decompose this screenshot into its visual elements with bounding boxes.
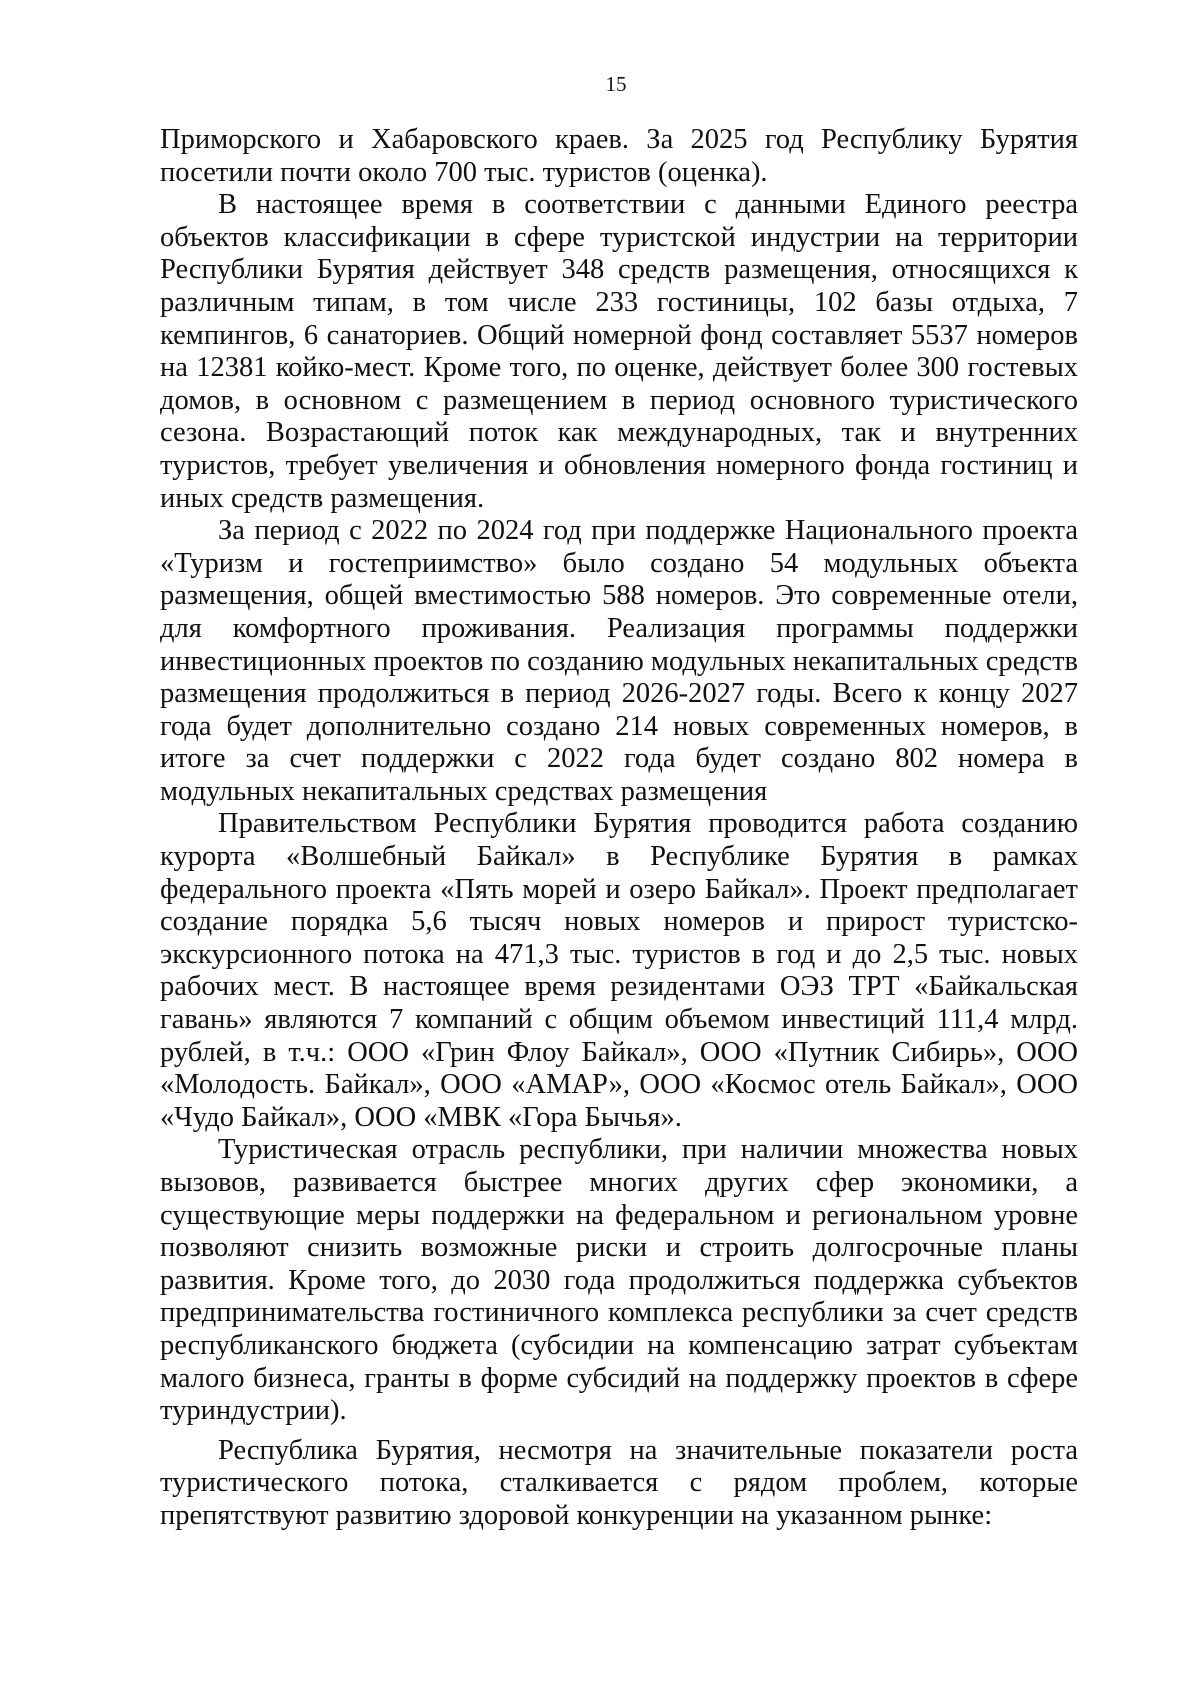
paragraph-accommodation-registry: В настоящее время в соответствии с данными Единого реестра объектов классификации в сфере туристской индустрии на территории Республики Бурятия действует 348 средств размещения, относящихся к различным типам, в том числе 233 гостиницы, 102 базы отдыха, 7 кемпингов, 6 санаториев. Общий номерной фонд составляет 5537 номеров на 12381 койко-мест. Кроме того, по оценке, действует более 300 гостевых домов, в основном с размещением в период основного туристического сезона. Возрастающий поток как международных, так и внутренних туристов, требует увеличения и обновления номерного фонда гостиниц и иных средств размещения.: [160, 189, 1078, 514]
paragraph-magic-baikal-resort: Правительством Республики Бурятия проводится работа созданию курорта «Волшебный Байкал» в Республике Бурятия в рамках федерального проекта «Пять морей и озеро Байкал». Проект предполагает создание порядка 5,6 тысяч новых номеров и прирост туристско-экскурсионного потока на 471,3 тыс. туристов в год и до 2,5 тыс. новых рабочих мест. В настоящее время резидентами ОЭЗ ТРТ «Байкальская гавань» являются 7 компаний с общим объемом инвестиций 111,4 млрд. рублей, в т.ч.: ООО «Грин Флоу Байкал», ООО «Путник Сибирь», ООО «Молодость. Байкал», ООО «АМАР», ООО «Космос отель Байкал», ООО «Чудо Байкал», ООО «МВК «Гора Бычья».: [160, 808, 1078, 1133]
paragraph-competition-problems: Республика Бурятия, несмотря на значительные показатели роста туристического потока, сталкивается с рядом проблем, которые препятствуют развитию здоровой конкуренции на указанном рынке:: [160, 1434, 1078, 1531]
document-body: [160, 124, 1078, 1533]
page-number: 15: [605, 72, 627, 96]
paragraph-continuation: Приморского и Хабаровского краев. За 2025 год Республику Бурятия посетили почти около 700 тыс. туристов (оценка).: [160, 124, 1078, 188]
paragraph-tourism-industry-support: Туристическая отрасль республики, при наличии множества новых вызовов, развивается быстрее многих других сфер экономики, а существующие меры поддержки на федеральном и региональном уровне позволяют снизить возможные риски и строить долгосрочные планы развития. Кроме того, до 2030 года продолжиться поддержка субъектов предпринимательства гостиничного комплекса республики за счет средств республиканского бюджета (субсидии на компенсацию затрат субъектам малого бизнеса, гранты в форме субсидий на поддержку проектов в сфере туриндустрии).: [160, 1134, 1078, 1427]
paragraph-national-project: За период с 2022 по 2024 год при поддержке Национального проекта «Туризм и гостеприимство» было создано 54 модульных объекта размещения, общей вместимостью 588 номеров. Это современные отели, для комфортного проживания. Реализация программы поддержки инвестиционных проектов по созданию модульных некапитальных средств размещения продолжиться в период 2026-2027 годы. Всего к концу 2027 года будет дополнительно создано 214 новых современных номеров, в итоге за счет поддержки с 2022 года будет создано 802 номера в модульных некапитальных средствах размещения: [160, 515, 1078, 807]
